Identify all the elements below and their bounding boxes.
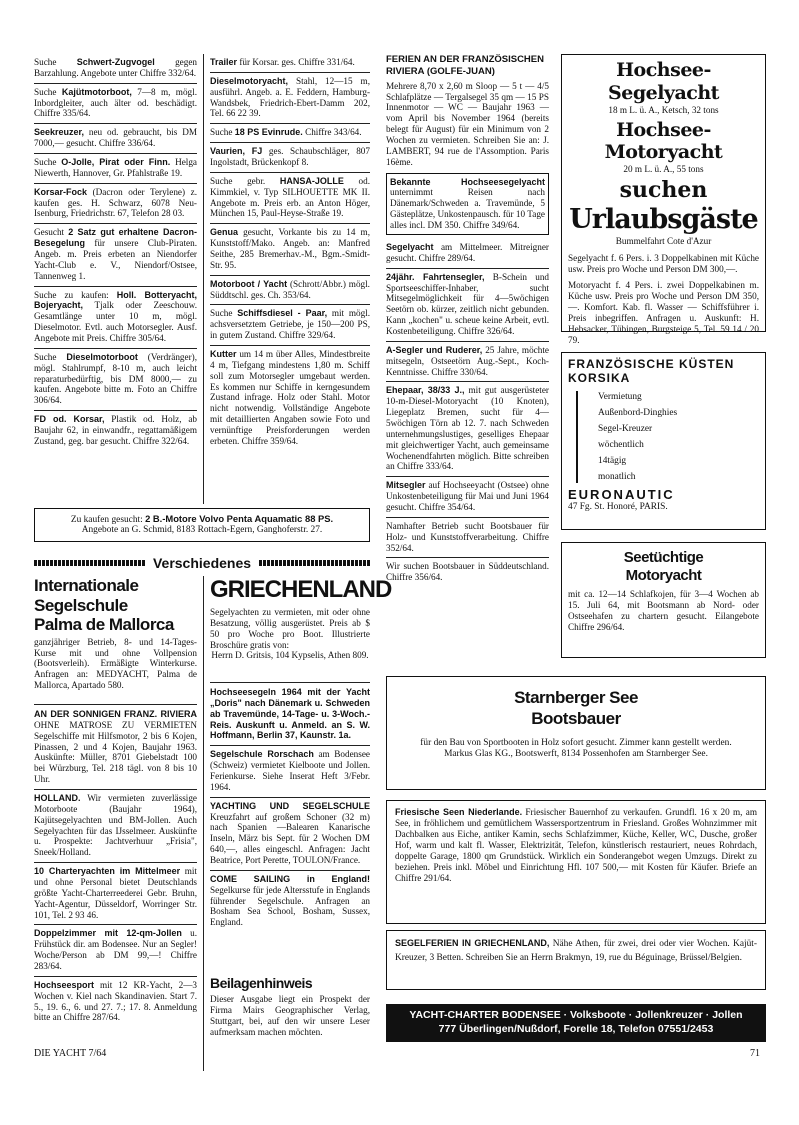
classified-ad	[34, 863, 197, 925]
ad-text: 7—8 m, mögl. Inbordgleiter, auch älter od. beschädigt. Chiffre 335/64.	[34, 86, 197, 119]
friesische-text: Friesischer Bauernhof zu verkaufen. Grundfl. 16 x 20 m, am See, in fröhlichem und gemütlichem Wassersportzentrum in Friesland. Großes Wohnzimmer mit Dachbalken aus Eiche, antiker Kamin, sechs Schlafzimmer, Küche, Keller, WC, Dusche, großer Hof, warm und kalt fl. Wasser, Elektrizität, Telefon, künstlerisch restauriert, neues Rohrdach, doppelte Garage, 1800 qm Grundstück. Wirklich ein Sonderangebot wegen Umzugs. Direkt zu beziehen. Preis inkl. Möbel und Einrichtung Hfl. 107 500,— mit Kosten für Käufer. Briefe an Chiffre 291/64.	[395, 807, 757, 884]
section-header-verschiedenes	[34, 556, 370, 570]
euronautic-item: monatlich	[598, 472, 636, 482]
classified-ad	[386, 477, 549, 518]
ad-keyword: 18 PS Evinrude.	[234, 127, 303, 138]
ad-keyword: HOLLAND.	[34, 793, 81, 804]
ad-text: mit 12 KR-Yacht, 2—3 Wochen v. Kiel nach Skandinavien. Start 7. 5., 19. 6., 6. und 27. 7.; 17. 8. Anmeldung bitte an Chiffre 287/64.	[34, 979, 197, 1023]
euronautic-list	[568, 389, 759, 485]
hochsee-title1: Hochsee-Segelyacht	[608, 59, 719, 104]
classified-ad	[34, 706, 197, 790]
ad-text: Plastik od. Holz, ab Baujahr 62, in einwandfr., regattamäßigem Zustand, geg. bar gesucht. Chiffre 322/64.	[34, 414, 197, 446]
classified-ad	[34, 790, 197, 863]
col2-classifieds	[210, 54, 370, 451]
segelferien-text: Nähe Athen, für zwei, drei oder vier Wochen. Kajüt-Kreuzer, 3 Betten. Schreiben Sie an Herrn Brakmyn, 19, rue du Béguinage, Brüssel/Belgien.	[395, 939, 757, 963]
ad-text: Helga Niewerth, Hannover, Gr. Pfahlstraße 19.	[34, 157, 197, 178]
charter-banner	[386, 1004, 766, 1042]
hochsee-ad	[561, 54, 766, 346]
starnberger-ad	[386, 676, 766, 790]
classified-ad	[210, 143, 370, 173]
classified-ad	[210, 798, 370, 871]
ad-keyword: Hochseesport	[34, 979, 95, 990]
hochsee-p2: Motoryacht f. 4 Pers. i. zwei Doppelkabinen m. Küche usw. Preis pro Woche und Person DM 350,—. Komfort. Kab. fl. Wasser — Schiffsführer i. Preis inbegriffen. Anfragen u. Auskunft: H. Hebsacker, Tübingen, Burgsteige 5, Tel. 59 14 / 20 79.	[568, 280, 759, 346]
ad-text: gesucht, Vorkante bis zu 14 m, Kunststoff/Mako. Angeb. an: Manfred Seithe, 285 Bremerhav.-M., Bgm.-Smidt-Str. 95.	[210, 227, 370, 270]
ad-text: Stahl, 12—15 m, ausführl. Angeb. a. E. Feddern, Hamburg-Wandsbek, Friedrich-Ebert-Damm 202, Tel. 66 22 39.	[210, 75, 370, 119]
ad-text: auf Hochseeyacht (Ostsee) ohne Unkostenbeteiligung für Mai und Juni 1964 gesucht. Chiffre 354/64.	[386, 480, 549, 512]
classified-ad	[210, 346, 370, 451]
header-rule-right	[259, 560, 370, 566]
classified-ad	[34, 287, 197, 349]
hochsee-p1: Segelyacht f. 6 Pers. i. 3 Doppelkabinen mit Küche usw. Preis pro Woche und Person DM 300,—.	[568, 253, 759, 275]
bekannte-ad	[386, 173, 549, 235]
segelferien-ad	[386, 930, 766, 990]
ad-text: (Verdränger), mögl. Stahlrumpf, 8-10 m, auch leicht reparaturbedürftig, bis DM 8000,— zu kaufen. Angebote bitte m. Foto an Chiffre 306/64.	[34, 351, 197, 406]
ad-keyword: Hochseesegeln 1964 mit der Yacht „Doris" nach Dänemark u. Schweden ab Travemünde, 14-Tage- u. 3-Woch.-Reis. Auskunft u. Anmeld. an S. W. Hoffmann, Berlin 37, Kaunstr. 1a.	[210, 687, 370, 741]
col1b-classifieds	[34, 706, 197, 1027]
classified-ad	[34, 124, 197, 154]
title-line: Palma de Mallorca	[34, 615, 174, 635]
ad-text: gegen Barzahlung. Angebote unter Chiffre 332/64.	[34, 57, 197, 78]
classified-ad	[210, 684, 370, 746]
friesische-bold: Friesische Seen Niederlande.	[395, 807, 523, 817]
ad-text: u. Frühstück dir. am Bodensee. Nur an Segler! Woche/Person ab DM 99,—! Chiffre 283/64.	[34, 928, 198, 972]
ad-text: Segelkurse für jede Altersstufe in Englands führender Segelschule. Anfragen an Bosham Sea School, Bosham, Sussex, England.	[210, 884, 370, 928]
segelschule-text: ganzjähriger Betrieb, 8- und 14-Tages-Kurse mit und ohne Vollpension (Bootsverleih). Ermäßigte Winterkurse. Anfragen an: MEDYACHT, Palma de Mallorca, Apartado 580.	[34, 636, 197, 691]
ad-text: Wir suchen Bootsbauer in Süddeutschland. Chiffre 356/64.	[386, 561, 549, 583]
griechenland-text: Segelyachten zu vermieten, mit oder ohne Besatzung, völlig ausgerüstet. Preis ab $ 50 pro Woche pro Boot. Illustrierte Broschüre gratis von:	[210, 607, 370, 650]
hochsee-urlaub: Urlaubsgäste	[569, 203, 758, 235]
ad-lead: Suche	[34, 351, 57, 362]
ad-text: (Dacron oder Terylene) z. kaufen ges. H. Schwarz, 6078 Neu-Isenburg, Friedrichstr. 67, Telefon 28 03.	[34, 186, 197, 219]
ad-lead: Suche zu kaufen:	[34, 289, 109, 300]
starnberger-text: für den Bau von Sportbooten in Holz sofort gesucht. Zimmer kann gestellt werden. Markus Glas KG., Bootswerft, 8134 Possenhofen am Starnberger See.	[420, 737, 732, 760]
classified-ad	[34, 184, 197, 225]
classified-ad	[210, 124, 370, 143]
segelschule-title	[34, 576, 197, 635]
riviera-title: FERIEN AN DER FRANZÖSISCHEN RIVIERA (GOLFE-JUAN)	[386, 54, 544, 77]
ad-text: um 14 m über Alles, Mindestbreite 4 m, Tiefgang mindestens 1,80 m. Schiff soll zum Motorsegler umgebaut werden. Es kommen nur Schiffe in kerngesundem Zustand infrage. Holz oder Stahl. Motor nicht notwendig. Vollständige Angebote mit detaillierten Angaben sowie Foto und vernünftige Preisforderungen werden erbeten. Chiffre 359/64.	[210, 349, 370, 446]
bekannte-text: unternimmt Reisen nach Dänemark/Schweden a. Travemünde, 5 Gästeplätze, Unkostenpausch. für 10 Tage alles incl. DM 350. Chiffre 349/64.	[390, 187, 545, 231]
ad-keyword: Seekreuzer,	[34, 127, 85, 138]
footer-issue: DIE YACHT 7/64	[34, 1048, 107, 1059]
classified-ad	[386, 382, 549, 477]
seetuechtig-title2: Motoryacht	[625, 567, 702, 584]
ad-keyword: Segelschule Rorschach	[210, 749, 314, 760]
ad-keyword: Vaurien, FJ	[210, 146, 263, 157]
charter-line2: 777 Überlingen/Nußdorf, Forelle 18, Telefon 07551/2453	[438, 1023, 714, 1036]
ad-keyword: Dieselmotorboot	[66, 351, 138, 362]
classified-ad	[386, 518, 549, 559]
ad-keyword: 2 Satz gut erhaltene Dacron-Besegelung	[34, 227, 197, 249]
ad-keyword: Doppelzimmer mit 12-qm-Jollen	[34, 928, 182, 939]
ad-text: 25 Jahre, möchte mitsegeln, Ostseetörn Aug.-Sept., Koch-Kenntnisse. Chiffre 330/64.	[386, 344, 549, 377]
euronautic-title2: KORSIKA	[568, 371, 631, 385]
ad-lead: Suche	[34, 86, 57, 97]
classified-ad	[34, 977, 197, 1027]
ad-keyword: Kutter	[210, 349, 237, 360]
classified-ad	[386, 558, 549, 587]
classified-ad	[210, 173, 370, 224]
col2b-classifieds	[210, 684, 370, 932]
ad-text: Tjalk oder Zeeschouw. Gesamtlänge unter 10 m, mögl. Dieselmotor. Evtl. auch Motorsegler. Ausf. Angebote mit Preis. Chiffre 305/64.	[34, 300, 197, 344]
ad-keyword: Genua	[210, 227, 239, 238]
ad-keyword: Holl. Botteryacht, Bojeryacht,	[34, 289, 198, 311]
classified-ad	[210, 871, 370, 932]
euronautic-brand: EURONAUTIC	[568, 487, 675, 502]
classified-ad	[386, 269, 549, 342]
classified-ad	[386, 239, 549, 269]
ad-text: Wir vermieten zuverlässige Motorboote (Baujahr 1964), Kajütsegelyachten und BM-Jollen. Auch Segelyachten für das IJsselmeer. Auskünfte u. Prospekte: Jachtverhuur „Frisia", Sneek/Holland.	[34, 793, 197, 858]
ad-keyword: A-Segler und Ruderer,	[386, 344, 483, 355]
griechenland-contact: Herrn D. Gritsis, 104 Kypselis, Athen 809.	[211, 650, 369, 661]
ad-lead: Suche	[34, 157, 57, 168]
classified-ad	[210, 224, 370, 275]
seetuechtig-title1: Seetüchtige	[623, 549, 704, 566]
col3-classifieds	[386, 239, 549, 587]
classified-ad	[34, 925, 197, 976]
list-rule	[576, 391, 578, 483]
ad-text: Kreuzfahrt auf großem Schoner (32 m) nach Spanien —Balearen Kanarische Inseln, März bis Sept. für 2 Wochen DM 640,—, alles eingeschl. Anfragen: Jacht Beatrice, Port Perette, TOULON/France.	[210, 811, 370, 866]
column-divider	[203, 576, 204, 1071]
friesische-ad	[386, 800, 766, 924]
euronautic-item: 14tägig	[598, 456, 627, 466]
wide-ad-text1: Zu kaufen gesucht:	[70, 515, 146, 525]
ad-keyword: AN DER SONNIGEN FRANZ. RIVIERA	[34, 709, 197, 719]
ad-keyword: COME SAILING in England!	[210, 873, 370, 884]
ad-text: neu od. gebraucht, bis DM 7000,— gesucht. Chiffre 336/64.	[34, 127, 197, 149]
ad-text: od. Kimmkiel, v. Typ SILHOUETTE MK II. Angebote m. Preis erb. an Anton Höger, München 15, Paul-Heyse-Straße 19.	[210, 175, 370, 219]
ad-text: am Bodensee (Schweiz) vermietet Kielboote und Jollen. Ferienkurse. Siehe Inserat Heft 3/Febr. 1964.	[210, 749, 370, 792]
ad-text: am Mittelmeer. Mitreigner gesucht. Chiffre 289/64.	[386, 241, 549, 263]
classified-ad	[210, 73, 370, 124]
ad-text: OHNE MATROSE ZU VERMIETEN Segelschiffe mit Hilfsmotor, 2 bis 6 Kojen, Pinassen, 2 und 4 Kojen, Baujahr 1963. Auskünfte: Müller, 8701 Giebelstadt 100 bei Würzburg, Tel. 218 tägl. von 8 bis 10 Uhr.	[34, 719, 197, 785]
euronautic-item: Vermietung	[598, 392, 642, 402]
classified-ad	[34, 411, 197, 451]
title-line: Internationale	[34, 576, 139, 595]
ad-text: mit und ohne Personal bietet Deutschlands größte Yacht-Charterreederei Gebr. Bruhn, Yacht-Agentur, Düsseldorf, Worringer Str. 101, Tel. 2 93 46.	[34, 866, 197, 920]
footer-page-number: 71	[750, 1048, 760, 1059]
ad-text: ges. Schaubschläger, 807 Ingolstadt, Brückenkopf 8.	[210, 146, 370, 168]
ad-keyword: 10 Charteryachten im Mittelmeer	[34, 866, 181, 877]
ad-keyword: Motorboot / Yacht	[210, 278, 288, 289]
hochsee-suchen: suchen	[619, 177, 708, 204]
beilagen-notice	[210, 975, 370, 1038]
classified-ad	[34, 84, 197, 125]
ad-keyword: Ehepaar, 38/33 J.,	[386, 385, 465, 396]
classified-ad	[34, 224, 197, 286]
classified-ad	[386, 342, 549, 383]
ad-text: mit mögl. achsversetztem Getriebe, je 150—200 PS, in gutem Zustand. Chiffre 329/64.	[210, 308, 371, 341]
col1-classifieds	[34, 54, 197, 451]
wide-ad-volvo	[34, 508, 370, 542]
title-line: Segelschule	[34, 595, 128, 615]
ad-keyword: Kajütmotorboot,	[61, 86, 132, 97]
griechenland-title: GRIECHENLAND	[210, 576, 392, 603]
classified-ad	[34, 349, 197, 411]
ad-text: (Schrott/Abbr.) mögl. Süddtschl. ges. Ch. 353/64.	[210, 278, 370, 300]
divider	[34, 704, 197, 705]
ad-lead: Gesucht	[34, 227, 65, 238]
classified-ad	[210, 276, 370, 306]
section-title: Verschiedenes	[152, 555, 252, 571]
euronautic-title: FRANZÖSISCHE KÜSTEN	[568, 357, 735, 371]
ad-keyword: Schiffsdiesel - Paar,	[237, 308, 328, 319]
ad-lead: Suche	[210, 308, 233, 319]
ad-text: für unsere Club-Piraten. Angeb. m. Preis erbeten an Niendorfer Yacht-Club e. V., Niendorf/Ostsee, Tannenweg 1.	[34, 238, 197, 281]
ad-keyword: Segelyacht	[386, 241, 434, 252]
ad-keyword: HANSA-JOLLE	[279, 175, 344, 186]
column-divider	[203, 54, 204, 504]
ad-lead: Suche	[34, 57, 57, 67]
euronautic-item: Außenbord-Dinghies	[598, 408, 678, 418]
hochsee-bummel: Bummelfahrt Cote d'Azur	[615, 236, 712, 247]
ad-keyword: FD od. Korsar,	[34, 414, 105, 425]
col3	[386, 54, 549, 587]
ad-text: mit gut ausgerüsteter 10-m-Diesel-Motoryacht (10 Knoten), Liegeplatz Bremen, sucht für 4—5wöchigen Törn ab 12. 7. nach Schweden unternehmungslustiges, geselliges Ehepaar mit gleichwertiger Yacht, auch gemeinsame Wochenendfahrten möglich. Bitte schreiben an Chiffre 333/64.	[386, 385, 549, 472]
bekannte-bold: Bekannte Hochseesegelyacht	[390, 176, 545, 187]
ad-keyword: Trailer	[210, 57, 238, 67]
ad-text: B-Schein und Sportseeschiffer-Inhaber, sucht Mitsegelmöglichkeit für 4—5wöchigen Seetörn ob. kürzer, zeitlich nicht gebunden. Kann „kochen" u. scheue keine Arbeit, evtl. Kostenbeteiligung. Chiffre 326/64.	[386, 271, 550, 336]
classified-ad	[34, 54, 197, 84]
ad-keyword: Schwert-Zugvogel	[76, 57, 155, 67]
wide-ad-bold: 2 B.-Motore Volvo Penta Aquamatic 88 PS.	[145, 513, 334, 524]
charter-line1: YACHT-CHARTER BODENSEE · Volksboote · Jollenkreuzer · Jollen	[409, 1009, 743, 1021]
hochsee-sub1: 18 m L. ü. A., Ketsch, 32 tons	[608, 104, 719, 115]
seetuechtig-ad	[561, 542, 766, 658]
starnberger-title2: Bootsbauer	[531, 709, 621, 729]
ad-keyword: YACHTING UND SEGELSCHULE	[210, 800, 370, 811]
griechenland-ad	[210, 576, 392, 661]
ad-keyword: 24jähr. Fahrtensegler,	[386, 271, 485, 282]
classified-ad	[210, 305, 370, 346]
classified-ad	[34, 154, 197, 184]
euronautic-item: wöchentlich	[598, 440, 644, 450]
seetuechtig-text: mit ca. 12—14 Schlafkojen, für 3—4 Wochen ab 15. Juli 64, mit Bootsmann ab Nord- oder Ostseehafen zu chartern gesucht. Eilangebote Chiffre 296/64.	[568, 589, 759, 633]
wide-ad-text2: Angebote an G. Schmid, 8183 Rottach-Egern, Ganghoferstr. 27.	[81, 525, 323, 535]
ad-keyword: Mitsegler	[386, 480, 426, 491]
segelferien-bold: SEGELFERIEN IN GRIECHENLAND,	[395, 938, 550, 948]
ad-text: Chiffre 343/64.	[302, 127, 362, 138]
classified-ad	[210, 54, 370, 73]
classified-ad	[210, 746, 370, 797]
ad-keyword: Dieselmotoryacht,	[210, 75, 289, 86]
ad-keyword: O-Jolle, Pirat oder Finn.	[61, 157, 171, 168]
ad-lead: Suche	[210, 127, 233, 138]
ad-keyword: Korsar-Fock	[34, 186, 88, 197]
ad-text: Namhafter Betrieb sucht Bootsbauer für Holz- und Kunststoffverarbeitung. Chiffre 352/64.	[386, 520, 549, 553]
ad-text: für Korsar. ges. Chiffre 331/64.	[237, 57, 355, 67]
euronautic-address: 47 Fg. St. Honoré, PARIS.	[568, 502, 668, 512]
divider	[210, 682, 370, 683]
ad-lead: Suche gebr.	[210, 175, 266, 186]
segelschule-ad	[34, 576, 197, 691]
beilagen-text: Dieser Ausgabe liegt ein Prospekt der Firma Mairs Geographischer Verlag, Stuttgart, bei, auf den wir unsere Leser aufmerksam machen möchten.	[210, 994, 370, 1038]
riviera-text: Mehrere 8,70 x 2,60 m Sloop — 5 t — 4/5 Schlafplätze — Tergalsegel 35 qm — 15 PS Innenmotor — WC — Baujahr 1963 — vom April bis November 1964 (bereits belegt für August) für ein Minimum von 2 Wochen zu vermieten. Schreiben Sie an: J. LAMBERT, 94 rue de l'Assomption. Paris 16ème.	[386, 80, 549, 167]
euronautic-ad	[561, 352, 766, 530]
hochsee-sub2: 20 m L. ü. A., 55 tons	[623, 164, 704, 175]
header-rule-left	[34, 560, 145, 566]
hochsee-title2: Hochsee-Motoryacht	[604, 118, 723, 164]
beilagen-title: Beilagenhinweis	[210, 975, 313, 991]
starnberger-title1: Starnberger See	[514, 688, 638, 707]
euronautic-item: Segel-Kreuzer	[598, 424, 653, 434]
